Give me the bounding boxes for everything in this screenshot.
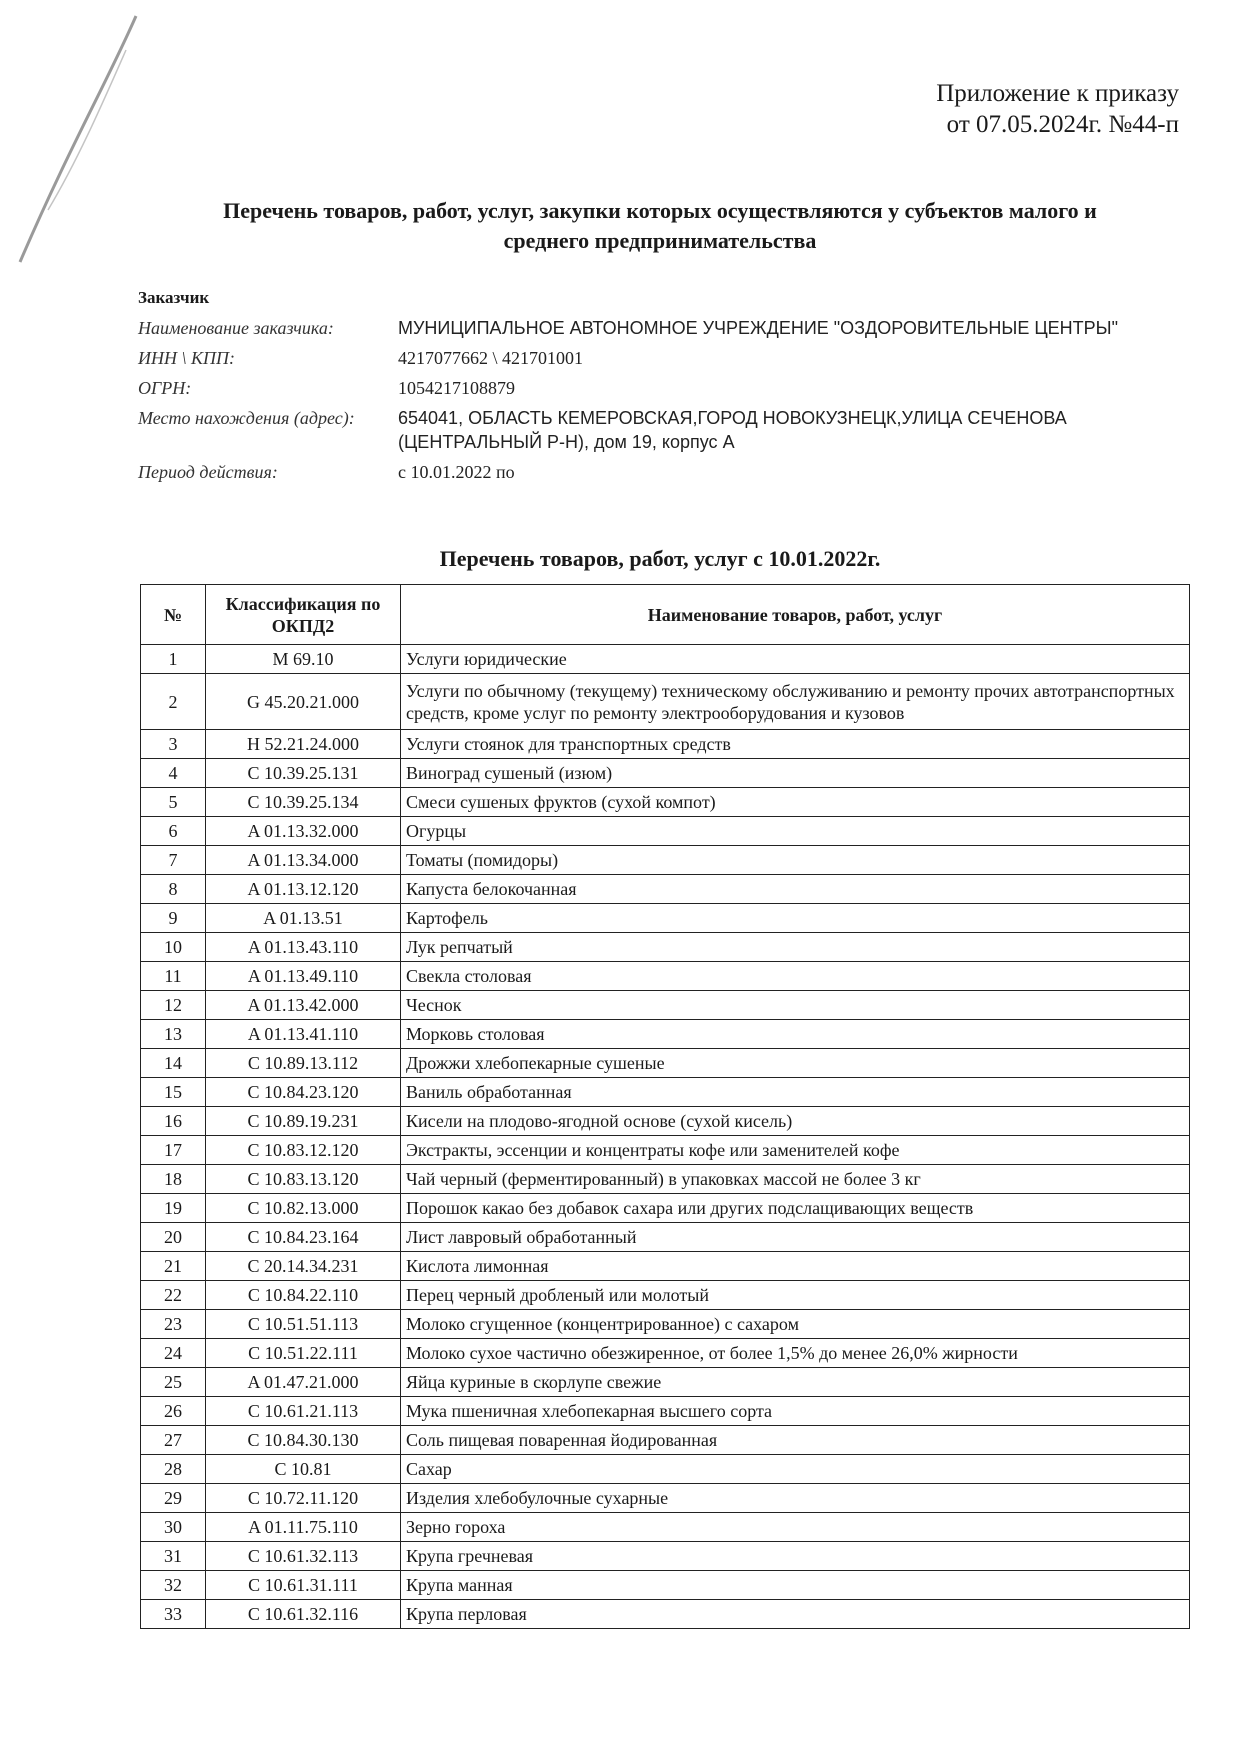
cell-num: 16 — [141, 1107, 206, 1136]
table-row — [141, 991, 1190, 1020]
cell-num: 5 — [141, 788, 206, 817]
customer-ogrn-value: 1054217108879 — [398, 378, 515, 398]
cell-code: A 01.13.51 — [206, 904, 401, 933]
cell-name: Кисели на плодово-ягодной основе (сухой кисель) — [401, 1107, 1190, 1136]
cell-name: Томаты (помидоры) — [401, 846, 1190, 875]
cell-name: Крупа манная — [401, 1571, 1190, 1600]
cell-code: A 01.13.12.120 — [206, 875, 401, 904]
table-row — [141, 933, 1190, 962]
header-num: № — [141, 585, 206, 645]
cell-code: C 20.14.34.231 — [206, 1252, 401, 1281]
cell-code: C 10.51.51.113 — [206, 1310, 401, 1339]
table-row — [141, 817, 1190, 846]
cell-code: C 10.39.25.134 — [206, 788, 401, 817]
cell-name: Мука пшеничная хлебопекарная высшего сорта — [401, 1397, 1190, 1426]
customer-period-label: Период действия: — [138, 462, 278, 482]
customer-ogrn-row — [138, 376, 1178, 400]
cell-code: C 10.82.13.000 — [206, 1194, 401, 1223]
cell-num: 8 — [141, 875, 206, 904]
table-row — [141, 1252, 1190, 1281]
cell-num: 4 — [141, 759, 206, 788]
cell-num: 27 — [141, 1426, 206, 1455]
cell-name: Капуста белокочанная — [401, 875, 1190, 904]
cell-num: 22 — [141, 1281, 206, 1310]
cell-code: C 10.89.13.112 — [206, 1049, 401, 1078]
cell-num: 25 — [141, 1368, 206, 1397]
cell-num: 7 — [141, 846, 206, 875]
cell-name: Молоко сухое частично обезжиренное, от более 1,5% до менее 26,0% жирности — [401, 1339, 1190, 1368]
cell-num: 32 — [141, 1571, 206, 1600]
cell-num: 10 — [141, 933, 206, 962]
cell-num: 29 — [141, 1484, 206, 1513]
cell-code: C 10.84.22.110 — [206, 1281, 401, 1310]
table-row — [141, 1165, 1190, 1194]
cell-num: 33 — [141, 1600, 206, 1629]
cell-num: 26 — [141, 1397, 206, 1426]
cell-code: C 10.61.32.116 — [206, 1600, 401, 1629]
table-row — [141, 1136, 1190, 1165]
table-row — [141, 1310, 1190, 1339]
cell-num: 19 — [141, 1194, 206, 1223]
cell-name: Экстракты, эссенции и концентраты кофе или заменителей кофе — [401, 1136, 1190, 1165]
table-row — [141, 759, 1190, 788]
customer-period-value: с 10.01.2022 по — [398, 462, 515, 482]
cell-num: 18 — [141, 1165, 206, 1194]
customer-heading: Заказчик — [138, 288, 210, 307]
cell-code: A 01.47.21.000 — [206, 1368, 401, 1397]
cell-name: Перец черный дробленый или молотый — [401, 1281, 1190, 1310]
customer-inn-label: ИНН \ КПП: — [138, 348, 235, 368]
cell-name: Изделия хлебобулочные сухарные — [401, 1484, 1190, 1513]
items-table-body — [141, 645, 1190, 1629]
cell-name: Крупа гречневая — [401, 1542, 1190, 1571]
cell-code: A 01.13.34.000 — [206, 846, 401, 875]
cell-code: A 01.13.43.110 — [206, 933, 401, 962]
cell-code: A 01.11.75.110 — [206, 1513, 401, 1542]
customer-section — [138, 288, 1178, 490]
cell-num: 20 — [141, 1223, 206, 1252]
customer-inn-value: 4217077662 \ 421701001 — [398, 348, 584, 368]
scan-artifact-line — [8, 10, 148, 270]
table-row — [141, 1107, 1190, 1136]
cell-code: M 69.10 — [206, 645, 401, 674]
cell-code: A 01.13.32.000 — [206, 817, 401, 846]
header-name: Наименование товаров, работ, услуг — [401, 585, 1190, 645]
cell-num: 31 — [141, 1542, 206, 1571]
customer-name-value: МУНИЦИПАЛЬНОЕ АВТОНОМНОЕ УЧРЕЖДЕНИЕ "ОЗДОРОВИТЕЛЬНЫЕ ЦЕНТРЫ" — [398, 318, 1119, 338]
cell-name: Ваниль обработанная — [401, 1078, 1190, 1107]
appendix-line-1: Приложение к приказу — [936, 80, 1179, 107]
cell-name: Лист лавровый обработанный — [401, 1223, 1190, 1252]
cell-name: Зерно гороха — [401, 1513, 1190, 1542]
cell-name: Соль пищевая поваренная йодированная — [401, 1426, 1190, 1455]
customer-name-label: Наименование заказчика: — [138, 318, 334, 338]
customer-name-row — [138, 316, 1178, 340]
cell-code: C 10.39.25.131 — [206, 759, 401, 788]
table-row — [141, 962, 1190, 991]
customer-address-label: Место нахождения (адрес): — [138, 408, 355, 428]
items-table — [140, 584, 1190, 1629]
table-header-row — [141, 585, 1190, 645]
customer-ogrn-label: ОГРН: — [138, 378, 192, 398]
table-row — [141, 788, 1190, 817]
cell-name: Сахар — [401, 1455, 1190, 1484]
table-row — [141, 1368, 1190, 1397]
cell-num: 14 — [141, 1049, 206, 1078]
cell-code: A 01.13.41.110 — [206, 1020, 401, 1049]
table-row — [141, 674, 1190, 730]
customer-address-row — [138, 406, 1178, 454]
table-row — [141, 1020, 1190, 1049]
cell-code: C 10.84.23.120 — [206, 1078, 401, 1107]
cell-code: C 10.61.32.113 — [206, 1542, 401, 1571]
table-row — [141, 1455, 1190, 1484]
cell-num: 11 — [141, 962, 206, 991]
table-row — [141, 1078, 1190, 1107]
cell-num: 21 — [141, 1252, 206, 1281]
cell-name: Огурцы — [401, 817, 1190, 846]
table-row — [141, 1426, 1190, 1455]
cell-code: C 10.51.22.111 — [206, 1339, 401, 1368]
cell-code: C 10.61.31.111 — [206, 1571, 401, 1600]
cell-name: Дрожжи хлебопекарные сушеные — [401, 1049, 1190, 1078]
header-code: Классификация по ОКПД2 — [206, 585, 401, 645]
cell-name: Услуги юридические — [401, 645, 1190, 674]
table-row — [141, 1513, 1190, 1542]
cell-name: Услуги стоянок для транспортных средств — [401, 730, 1190, 759]
cell-num: 6 — [141, 817, 206, 846]
cell-code: C 10.84.23.164 — [206, 1223, 401, 1252]
cell-num: 1 — [141, 645, 206, 674]
cell-code: C 10.61.21.113 — [206, 1397, 401, 1426]
table-row — [141, 1049, 1190, 1078]
customer-period-row — [138, 460, 1178, 484]
table-row — [141, 1600, 1190, 1629]
cell-code: C 10.84.30.130 — [206, 1426, 401, 1455]
table-row — [141, 1194, 1190, 1223]
cell-name: Молоко сгущенное (концентрированное) с сахаром — [401, 1310, 1190, 1339]
cell-num: 3 — [141, 730, 206, 759]
table-row — [141, 1281, 1190, 1310]
table-row — [141, 1397, 1190, 1426]
cell-num: 15 — [141, 1078, 206, 1107]
cell-code: C 10.83.12.120 — [206, 1136, 401, 1165]
cell-code: G 45.20.21.000 — [206, 674, 401, 730]
cell-name: Виноград сушеный (изюм) — [401, 759, 1190, 788]
document-title-line-2: среднего предпринимательства — [503, 228, 817, 253]
cell-code: C 10.81 — [206, 1455, 401, 1484]
cell-code: C 10.72.11.120 — [206, 1484, 401, 1513]
table-row — [141, 1542, 1190, 1571]
cell-name: Чеснок — [401, 991, 1190, 1020]
cell-name: Яйца куриные в скорлупе свежие — [401, 1368, 1190, 1397]
cell-name: Картофель — [401, 904, 1190, 933]
customer-address-value: 654041, ОБЛАСТЬ КЕМЕРОВСКАЯ,ГОРОД НОВОКУЗНЕЦК,УЛИЦА СЕЧЕНОВА (ЦЕНТРАЛЬНЫЙ Р-Н), дом 19, корпус А — [398, 408, 1067, 452]
cell-num: 23 — [141, 1310, 206, 1339]
cell-code: A 01.13.42.000 — [206, 991, 401, 1020]
appendix-line-2: от 07.05.2024г. №44-п — [946, 111, 1179, 138]
cell-name: Лук репчатый — [401, 933, 1190, 962]
cell-name: Смеси сушеных фруктов (сухой компот) — [401, 788, 1190, 817]
table-row — [141, 1339, 1190, 1368]
cell-num: 13 — [141, 1020, 206, 1049]
appendix-note — [936, 78, 1179, 140]
table-row — [141, 904, 1190, 933]
list-title: Перечень товаров, работ, услуг с 10.01.2022г. — [439, 546, 881, 571]
cell-name: Чай черный (ферментированный) в упаковках массой не более 3 кг — [401, 1165, 1190, 1194]
customer-inn-row — [138, 346, 1178, 370]
cell-num: 24 — [141, 1339, 206, 1368]
cell-name: Услуги по обычному (текущему) техническому обслуживанию и ремонту прочих автотранспортных средств, кроме услуг по ремонту электрооборудования и кузовов — [401, 674, 1190, 730]
table-row — [141, 1571, 1190, 1600]
cell-name: Свекла столовая — [401, 962, 1190, 991]
cell-code: A 01.13.49.110 — [206, 962, 401, 991]
cell-name: Морковь столовая — [401, 1020, 1190, 1049]
table-row — [141, 645, 1190, 674]
table-row — [141, 730, 1190, 759]
cell-num: 17 — [141, 1136, 206, 1165]
table-row — [141, 1484, 1190, 1513]
cell-code: H 52.21.24.000 — [206, 730, 401, 759]
cell-num: 9 — [141, 904, 206, 933]
table-row — [141, 1223, 1190, 1252]
table-row — [141, 846, 1190, 875]
table-row — [141, 875, 1190, 904]
document-title-line-1: Перечень товаров, работ, услуг, закупки которых осуществляются у субъектов малого и — [223, 198, 1097, 223]
cell-num: 2 — [141, 674, 206, 730]
cell-name: Порошок какао без добавок сахара или других подслащивающих веществ — [401, 1194, 1190, 1223]
cell-num: 30 — [141, 1513, 206, 1542]
cell-num: 28 — [141, 1455, 206, 1484]
cell-name: Кислота лимонная — [401, 1252, 1190, 1281]
cell-num: 12 — [141, 991, 206, 1020]
cell-code: C 10.83.13.120 — [206, 1165, 401, 1194]
cell-code: C 10.89.19.231 — [206, 1107, 401, 1136]
document-title — [140, 196, 1180, 256]
cell-name: Крупа перловая — [401, 1600, 1190, 1629]
